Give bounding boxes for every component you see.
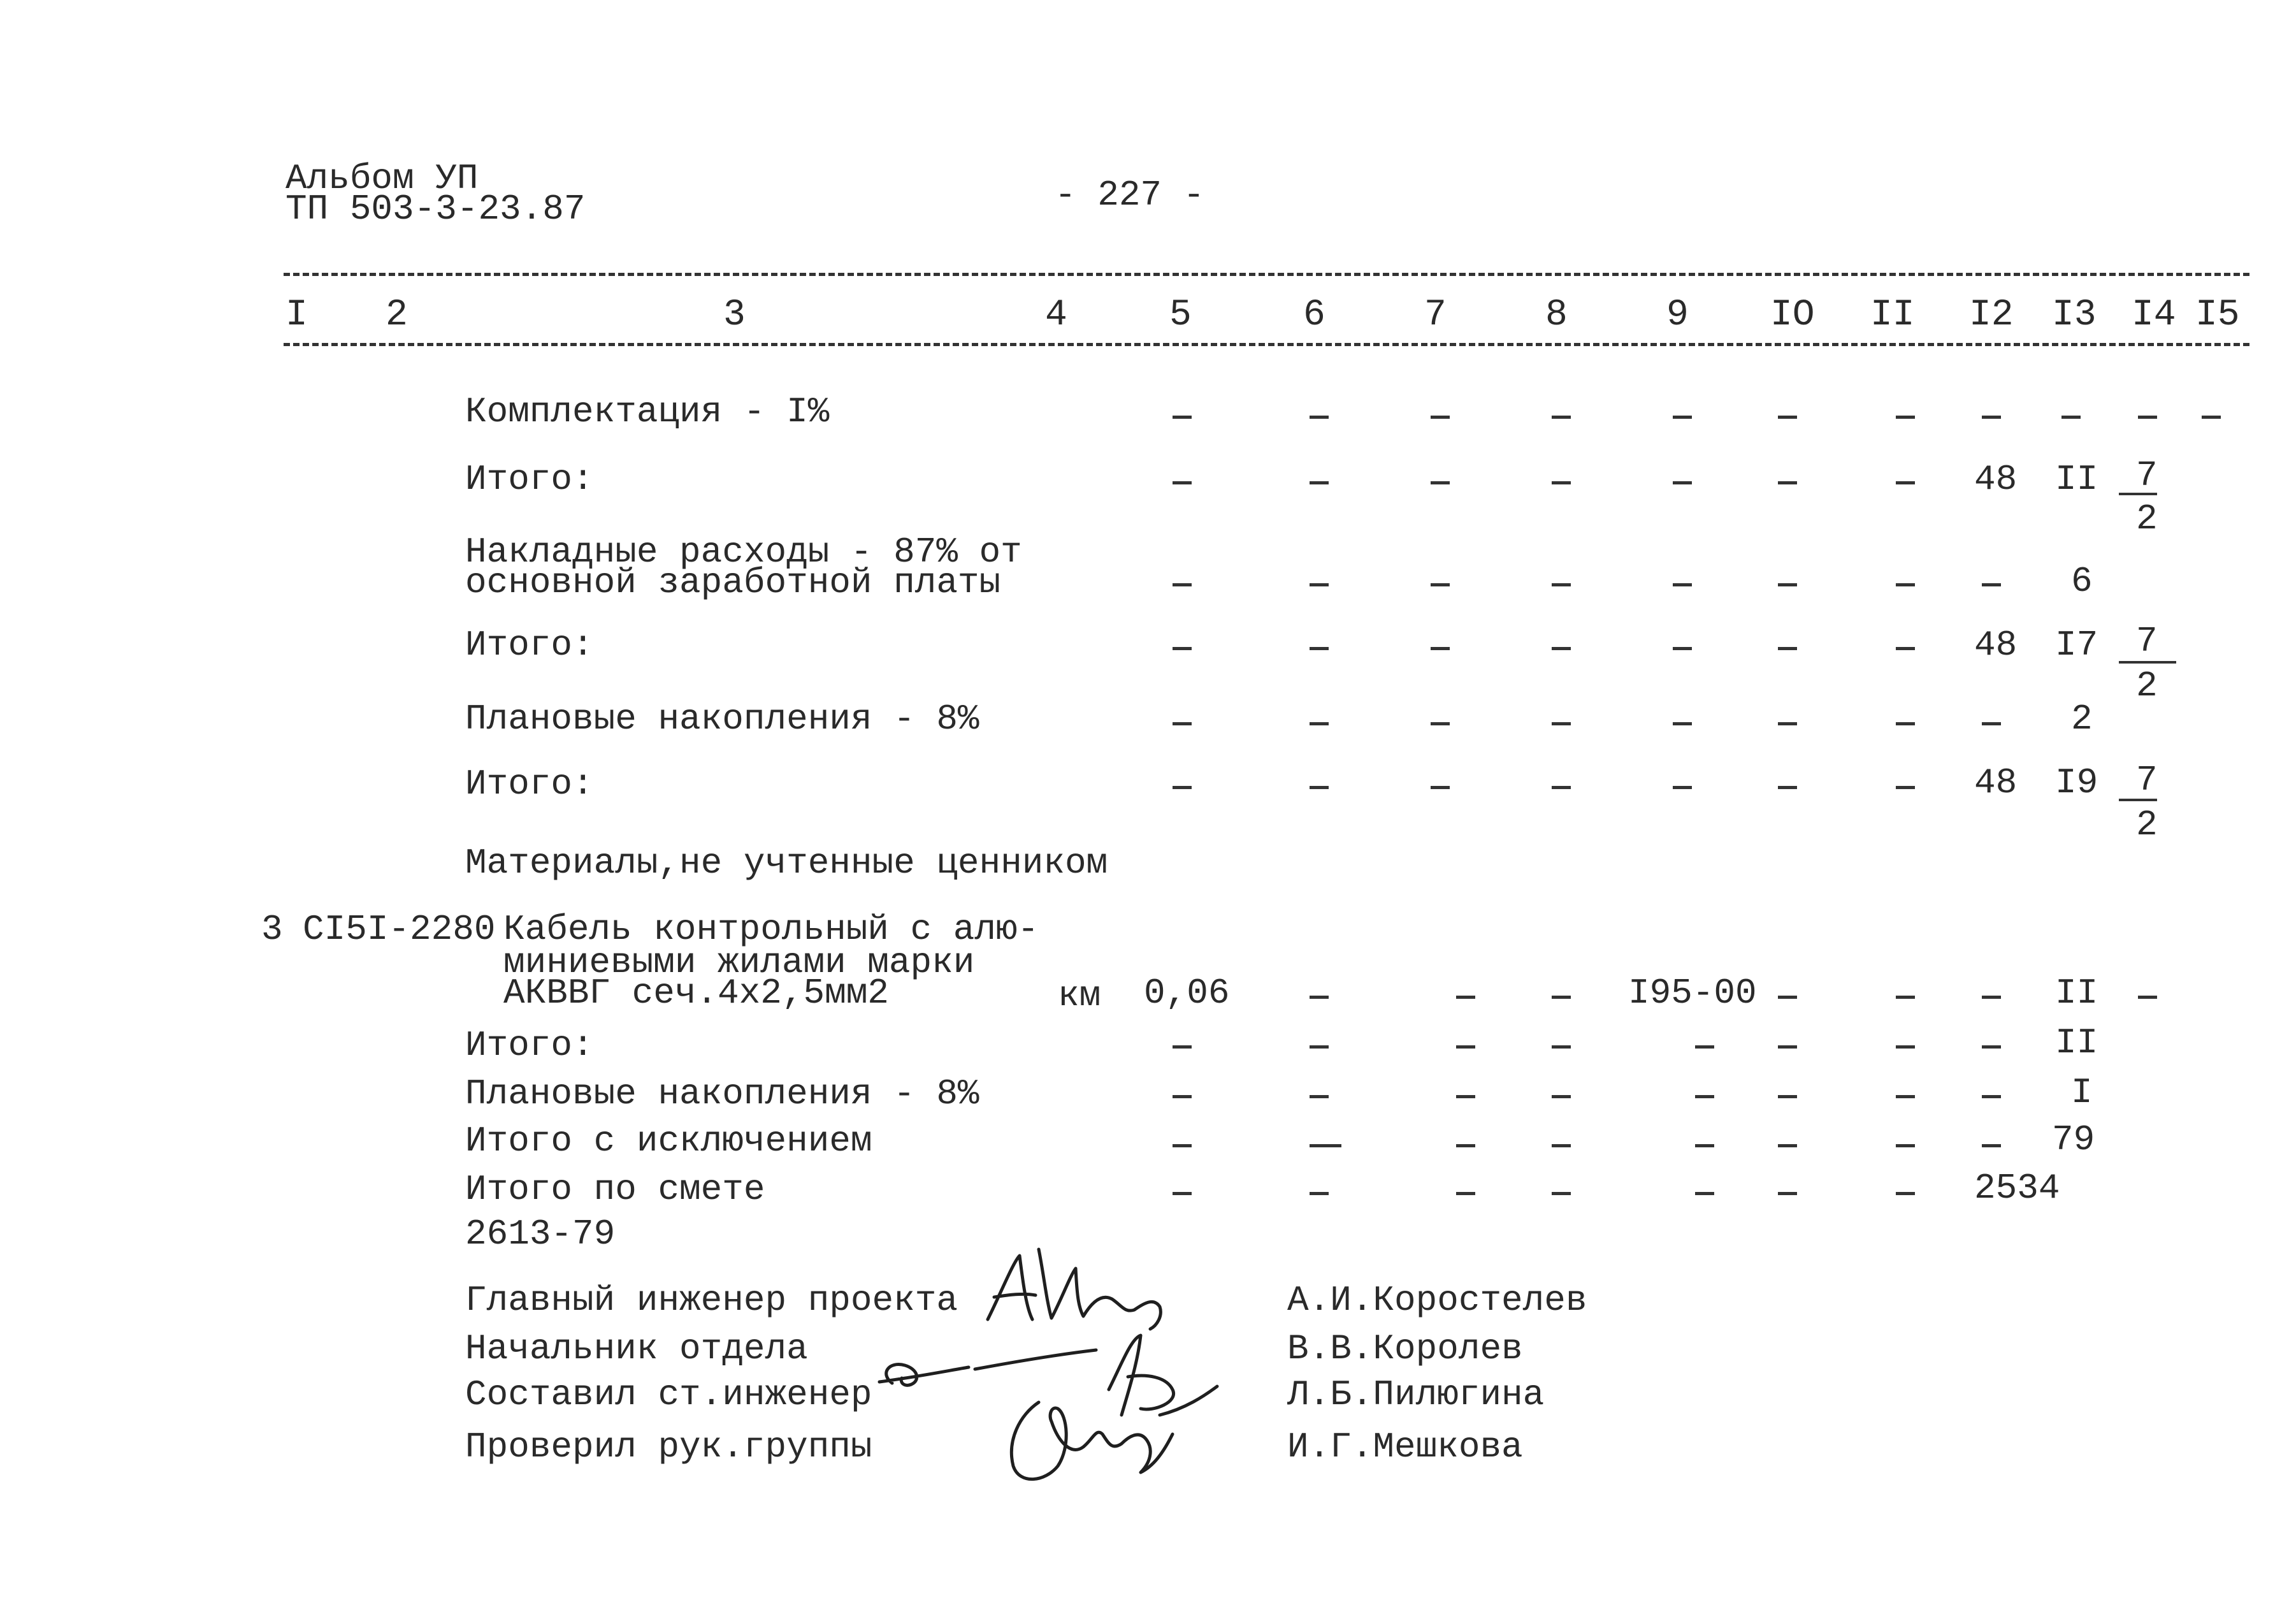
dash	[1778, 416, 1797, 419]
dash	[1778, 996, 1797, 999]
dash	[1896, 481, 1915, 484]
dash	[1456, 1192, 1475, 1195]
quantity: 0,06	[1144, 973, 1230, 1013]
dash	[1778, 722, 1797, 725]
signer-role: Главный инженер проекта	[465, 1280, 958, 1321]
dash	[1173, 1095, 1192, 1098]
row-label: Итого:	[465, 764, 594, 804]
dash	[1896, 1045, 1915, 1049]
dash	[1896, 583, 1915, 586]
dash	[1310, 722, 1329, 725]
dash	[1310, 786, 1329, 789]
col-header-9: 9	[1666, 294, 1689, 336]
col-header-5: 5	[1169, 294, 1192, 336]
dash	[1173, 1192, 1192, 1195]
dash	[1896, 722, 1915, 725]
dash	[1896, 647, 1915, 650]
dash	[2202, 416, 2221, 419]
dash	[1695, 1192, 1714, 1195]
dash	[1673, 583, 1692, 586]
album-label: Альбом УП	[285, 158, 479, 199]
dash	[1310, 647, 1329, 650]
cell-col12: 48	[1974, 762, 2018, 803]
row-label: Плановые накопления - 8%	[465, 699, 979, 739]
cell-col13: II	[2055, 1022, 2098, 1063]
col-header-15: I5	[2195, 294, 2240, 336]
dash	[1456, 1144, 1475, 1147]
cell-col13: 6	[2071, 561, 2093, 602]
col-header-7: 7	[1424, 294, 1447, 336]
cell-col13: I7	[2055, 625, 2098, 665]
dash	[1310, 481, 1329, 484]
fraction-bar	[2119, 493, 2157, 495]
dash	[1431, 416, 1450, 419]
row-label-line2: миниевыми жилами марки	[503, 942, 975, 983]
row-label-line2: основной заработной платы	[465, 562, 1001, 603]
dash	[1310, 416, 1329, 419]
dash	[1896, 1192, 1915, 1195]
col-header-10: IO	[1770, 294, 1815, 336]
dash	[1552, 1095, 1571, 1098]
dash	[1431, 786, 1450, 789]
dash	[1982, 722, 2001, 725]
dash	[1778, 1095, 1797, 1098]
dash	[1431, 583, 1450, 586]
dash	[1673, 416, 1692, 419]
dash	[1896, 786, 1915, 789]
col-header-8: 8	[1545, 294, 1568, 336]
row-label-line1: Кабель контрольный с алю-	[503, 909, 1039, 950]
dash	[1431, 722, 1450, 725]
signer-name: А.И.Коростелев	[1287, 1280, 1587, 1321]
cell-col13: 2	[2071, 699, 2093, 739]
row-label: Комплектация - I%	[465, 391, 830, 432]
dash	[1552, 481, 1571, 484]
fraction-numerator: 7	[2136, 621, 2158, 662]
row-label: Итого:	[465, 459, 594, 500]
dash	[1552, 583, 1571, 586]
fraction-bar	[2119, 661, 2176, 664]
handwritten-signatures	[841, 1224, 1287, 1517]
dash	[1456, 996, 1475, 999]
cell-col12: 48	[1974, 625, 2018, 665]
signer-name: И.Г.Мешкова	[1287, 1427, 1523, 1467]
col-header-13: I3	[2052, 294, 2097, 336]
section-heading-materials: Материалы,не учтенные ценником	[465, 843, 1108, 883]
header-bottom-rule	[284, 343, 2249, 346]
dash	[1456, 1095, 1475, 1098]
fraction-bar	[2119, 799, 2157, 801]
row-number: 3	[261, 909, 283, 950]
dash	[1310, 1144, 1341, 1147]
dash	[1982, 416, 2001, 419]
dash	[1552, 996, 1571, 999]
signer-role: Проверил рук.группы	[465, 1427, 872, 1467]
dash	[1778, 786, 1797, 789]
dash	[1431, 481, 1450, 484]
col-header-11: II	[1870, 294, 1915, 336]
dash	[1778, 647, 1797, 650]
row-label: Плановые накопления - 8%	[465, 1073, 979, 1114]
dash	[1552, 1192, 1571, 1195]
page-number: - 227 -	[1055, 175, 1205, 215]
dash	[1695, 1095, 1714, 1098]
dash	[1456, 1045, 1475, 1049]
row-label: Итого с исключением	[465, 1121, 872, 1161]
dash	[1673, 786, 1692, 789]
dash	[1552, 1144, 1571, 1147]
dash	[1552, 722, 1571, 725]
row-label: Итого по смете	[465, 1169, 765, 1210]
col-header-2: 2	[386, 294, 408, 336]
dash	[1982, 1144, 2001, 1147]
cell-col12: 2534	[1974, 1168, 2060, 1209]
fraction-denominator: 2	[2136, 665, 2158, 706]
dash	[1173, 1045, 1192, 1049]
dash	[1896, 1095, 1915, 1098]
price-code: CI5I-2280	[303, 909, 496, 950]
unit: км	[1058, 975, 1101, 1016]
dash	[1310, 996, 1329, 999]
dash	[1173, 416, 1192, 419]
grand-total-value: 2613-79	[465, 1214, 616, 1254]
col-header-12: I2	[1969, 294, 2014, 336]
col-header-6: 6	[1303, 294, 1325, 336]
cell-col13: I9	[2055, 762, 2098, 803]
dash	[1778, 583, 1797, 586]
dash	[1173, 1144, 1192, 1147]
cell-col12: 48	[1974, 459, 2018, 500]
dash	[1673, 722, 1692, 725]
cell-col13: II	[2055, 459, 2098, 500]
project-code: ТП 503-3-23.87	[285, 189, 586, 229]
dash	[1552, 416, 1571, 419]
dash	[1982, 996, 2001, 999]
row-label-line3: АКВВГ сеч.4х2,5мм2	[503, 973, 889, 1013]
unit-price: I95-00	[1628, 973, 1757, 1013]
dash	[1695, 1144, 1714, 1147]
dash	[1173, 583, 1192, 586]
dash	[1310, 1192, 1329, 1195]
row-label-line1: Накладные расходы - 87% от	[465, 532, 1022, 572]
dash	[1310, 1045, 1329, 1049]
fraction-numerator: 7	[2136, 760, 2158, 801]
col-header-4: 4	[1045, 294, 1067, 336]
dash	[1982, 1095, 2001, 1098]
cell-col13: II	[2055, 973, 2098, 1013]
col-header-14: I4	[2132, 294, 2176, 336]
dash	[1896, 416, 1915, 419]
dash	[1778, 1045, 1797, 1049]
dash	[1310, 1095, 1329, 1098]
dash	[1173, 722, 1192, 725]
row-label: Итого:	[465, 625, 594, 665]
dash	[1896, 996, 1915, 999]
dash	[1431, 647, 1450, 650]
dash	[1310, 583, 1329, 586]
col-header-1: I	[285, 294, 308, 336]
dash	[1173, 647, 1192, 650]
row-label: Итого:	[465, 1025, 594, 1066]
fraction-denominator: 2	[2136, 498, 2158, 539]
signer-name: Л.Б.Пилюгина	[1287, 1374, 1545, 1415]
header-top-rule	[284, 273, 2249, 276]
dash	[2061, 416, 2081, 419]
dash	[2138, 996, 2157, 999]
dash	[1778, 1192, 1797, 1195]
signer-name: В.В.Королев	[1287, 1328, 1523, 1369]
signer-role: Составил ст.инженер	[465, 1374, 872, 1415]
dash	[1982, 1045, 2001, 1049]
dash	[1673, 481, 1692, 484]
fraction-denominator: 2	[2136, 804, 2158, 845]
dash	[1552, 786, 1571, 789]
dash	[1778, 481, 1797, 484]
fraction-numerator: 7	[2136, 455, 2158, 496]
dash	[1778, 1144, 1797, 1147]
col-header-3: 3	[723, 294, 746, 336]
dash	[1982, 583, 2001, 586]
dash	[1173, 481, 1192, 484]
dash	[1896, 1144, 1915, 1147]
dash	[1173, 786, 1192, 789]
signer-role: Начальник отдела	[465, 1328, 808, 1369]
cell-col13: 79	[2052, 1119, 2095, 1160]
dash	[1673, 647, 1692, 650]
cell-col13: I	[2071, 1072, 2093, 1113]
dash	[2138, 416, 2157, 419]
dash	[1552, 1045, 1571, 1049]
dash	[1695, 1045, 1714, 1049]
dash	[1552, 647, 1571, 650]
